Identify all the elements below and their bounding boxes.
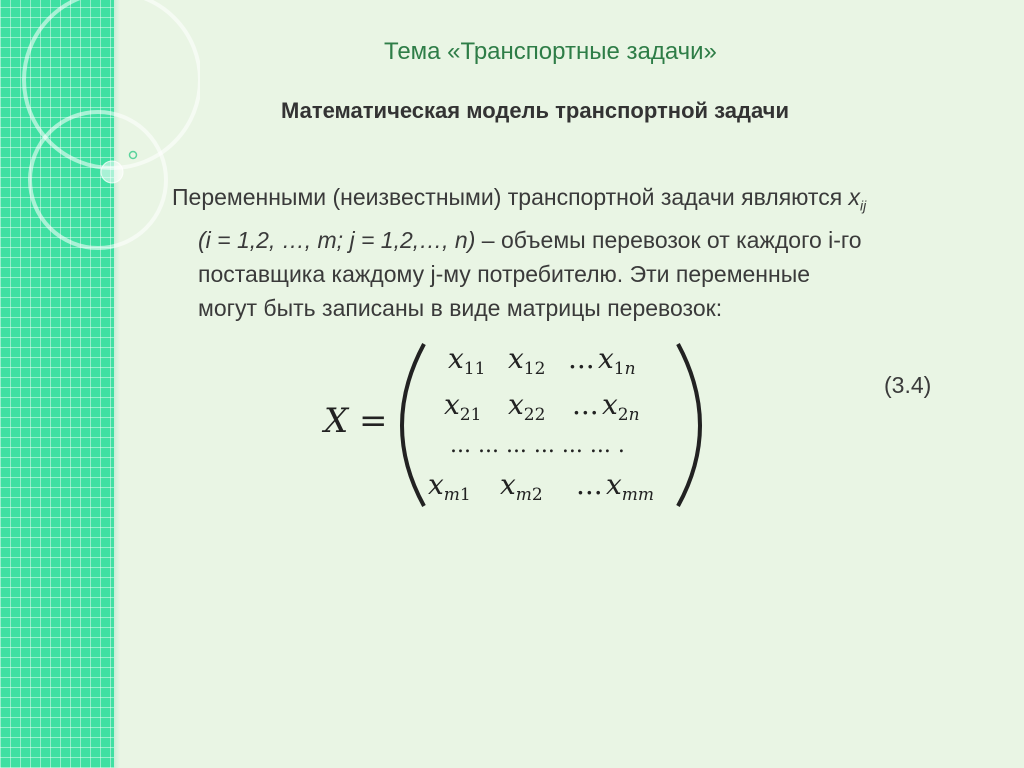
matrix-cell: $x_m2$: [500, 468, 543, 505]
matrix-cell: $x_m1$: [428, 468, 471, 505]
matrix-cell-dots: ...: [576, 468, 603, 501]
slide-title: Тема «Транспортные задачи»: [384, 38, 717, 65]
paragraph-line-2: [172, 223, 972, 257]
left-parenthesis: [402, 344, 424, 506]
matrix-cell: $x_{11}$: [448, 342, 486, 379]
paragraph-line-4: могут быть записаны в виде матрицы перевозок:: [198, 294, 723, 321]
equation-number: (3.4): [884, 372, 932, 398]
matrix-cell-dots: ...: [568, 342, 595, 375]
paragraph-line-2-text: – объемы перевозок от каждого i-го: [475, 226, 862, 253]
matrix-cell-dots: ...: [572, 388, 599, 421]
matrix-dots-row: ... ... ... ... ... ... .: [450, 433, 625, 458]
decorative-circles: [0, 0, 200, 260]
paragraph-line-1-text: Переменными (неизвестными) транспортной задачи являются: [172, 184, 849, 210]
body-paragraph: [172, 180, 972, 325]
matrix-cell: $x_{mm}$: [606, 468, 655, 505]
matrix-cell: $x_1n$: [598, 342, 636, 379]
index-ranges: (i = 1,2, …, m; j = 1,2,…, n): [198, 226, 476, 253]
variable-x-subscript: ij: [860, 197, 867, 214]
variable-x: x: [848, 184, 861, 210]
matrix-cell: $x_2n$: [602, 388, 640, 425]
matrix-cell: $x_{22}$: [508, 388, 546, 425]
transport-matrix-formula: [320, 336, 720, 521]
slide-subtitle: Математическая модель транспортной задачи: [281, 98, 789, 123]
paragraph-line-3: поставщика каждому j-му потребителю. Эти переменные: [198, 260, 811, 287]
right-parenthesis: [678, 344, 700, 506]
paragraph-line-1: [172, 180, 972, 223]
formula-lhs: X =: [324, 401, 388, 441]
matrix-cell: $x_{12}$: [508, 342, 546, 379]
matrix-cell: $x_{21}$: [444, 388, 482, 425]
